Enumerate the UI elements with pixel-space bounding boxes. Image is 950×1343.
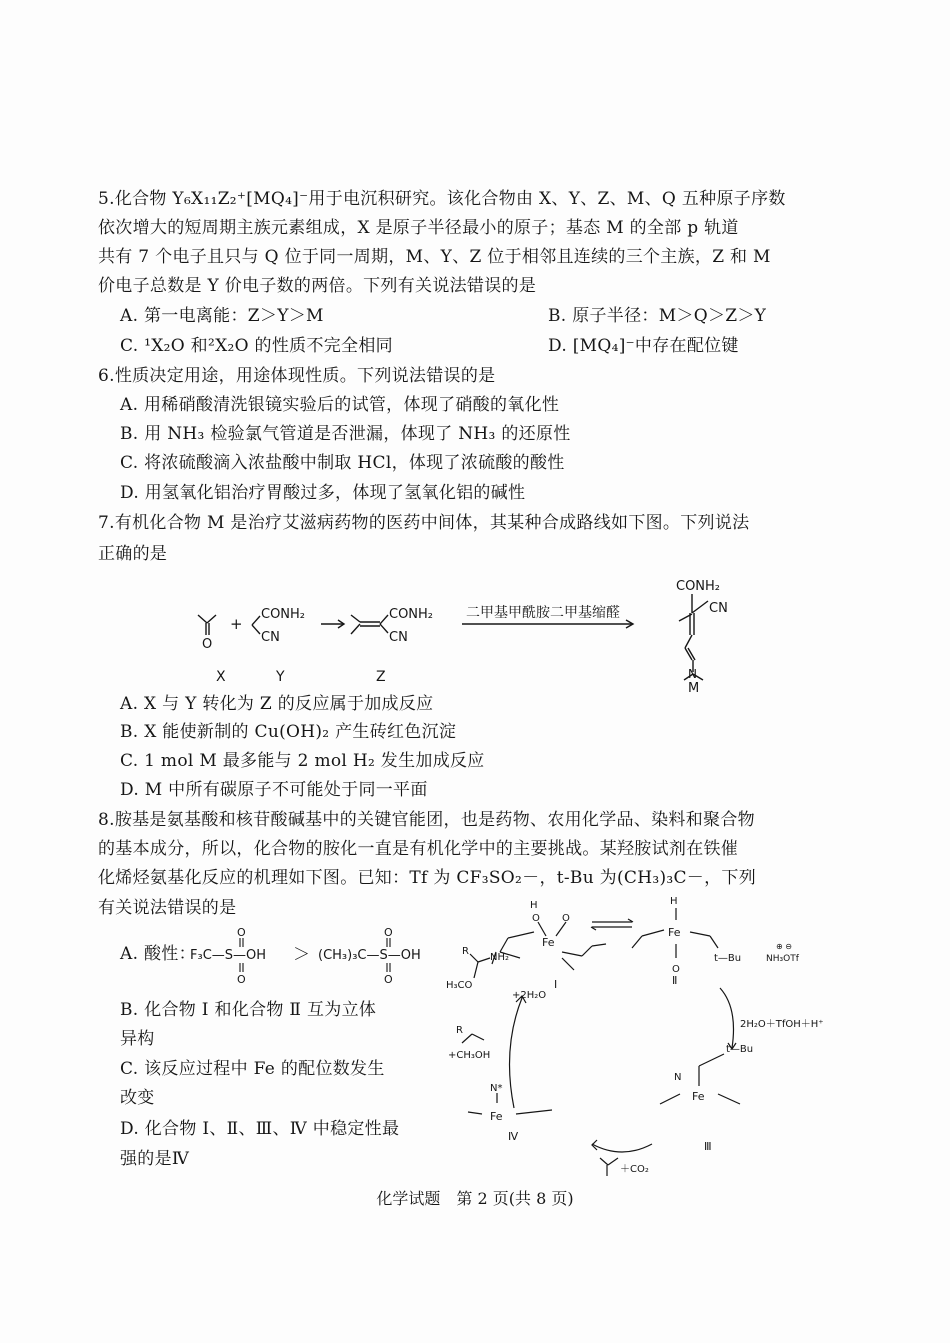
q8-option-a-structures — [190, 926, 440, 984]
greater-than: ＞ — [293, 945, 310, 965]
q7-synthesis-scheme — [190, 568, 810, 696]
tbu-iii: t—Bu — [726, 1044, 754, 1055]
plus-sign: + — [230, 615, 243, 633]
q8-option-c-line-2: 改变 — [120, 1088, 155, 1108]
i-h: H — [530, 900, 538, 911]
y-cn: CN — [261, 630, 280, 645]
q7-stem-line-1: 7.有机化合物 M 是治疗艾滋病药物的医药中间体，其某种合成路线如下图。下列说法 — [98, 513, 750, 533]
product-ome: H₃CO — [446, 980, 473, 991]
tbuso2oh: (CH₃)₃C—S—OH — [318, 948, 421, 963]
cf3so2oh: F₃C—S—OH — [190, 948, 267, 963]
reagent-nh3otf: NH₃OTf — [766, 954, 799, 964]
q8-option-a-label: A. 酸性： — [120, 944, 196, 964]
z-cn: CN — [389, 630, 408, 645]
q6-option-d: D. 用氢氧化铝治疗胃酸过多，体现了氢氧化铝的碱性 — [120, 483, 526, 503]
q8-stem-line-4: 有关说法错误的是 — [98, 898, 237, 918]
z-conh2: CONH₂ — [389, 607, 434, 622]
q6-stem: 6.性质决定用途，用途体现性质。下列说法错误的是 — [98, 366, 496, 386]
plus-2h2o: +2H₂O — [512, 990, 547, 1001]
label-x: X — [216, 669, 226, 685]
m-conh2: CONH₂ — [676, 579, 721, 594]
i-o2: O — [562, 913, 570, 924]
q8-option-b-line-1: B. 化合物 Ⅰ 和化合物 Ⅱ 互为立体 — [120, 1000, 377, 1020]
q7-stem-line-2: 正确的是 — [98, 544, 168, 564]
label-i: Ⅰ — [554, 978, 558, 991]
so-bottom-o: O — [237, 973, 246, 986]
q8-option-c-line-1: C. 该反应过程中 Fe 的配位数发生 — [120, 1059, 385, 1079]
so-bottom-o-2: O — [384, 973, 393, 986]
page-footer: 化学试题 第 2 页(共 8 页) — [376, 1189, 574, 1208]
q8-option-d-line-2: 强的是Ⅳ — [120, 1149, 190, 1169]
label-iv: Ⅳ — [508, 1130, 519, 1143]
q8-catalytic-cycle — [442, 888, 824, 1178]
q5-option-d: D. [MQ₄]⁻中存在配位键 — [548, 336, 739, 356]
q8-stem-line-3: 化烯烃氨基化反应的机理如下图。已知：Tf 为 CF₃SO₂－，t-Bu 为(CH₃)₃C－，下列 — [98, 868, 757, 888]
q7-option-c: C. 1 mol M 最多能与 2 mol H₂ 发生加成反应 — [120, 751, 485, 771]
q7-option-a: A. X 与 Y 转化为 Z 的反应属于加成反应 — [120, 694, 434, 714]
label-m: M — [688, 681, 700, 696]
byproducts: 2H₂O＋TfOH＋H⁺ — [740, 1019, 824, 1030]
x-carbonyl-o: O — [202, 637, 213, 652]
ii-h: H — [670, 896, 678, 907]
q8-option-b-line-2: 异构 — [120, 1029, 155, 1049]
iii-n: N — [674, 1072, 682, 1083]
plus-meoh: +CH₃OH — [448, 1050, 491, 1061]
fe-iv: Fe — [490, 1110, 503, 1123]
label-ii: Ⅱ — [672, 974, 678, 987]
q5-stem-line-3: 共有 7 个电子且只与 Q 位于同一周期，M、Y、Z 位于相邻且连续的三个主族，Z 和 M — [98, 247, 771, 267]
q5-stem-line-2: 依次增大的短周期主族元素组成，X 是原子半径最小的原子；基态 M 的全部 p 轨道 — [98, 218, 739, 238]
q8-stem-line-2: 的基本成分，所以，化合物的胺化一直是有机化学中的主要挑战。某羟胺试剂在铁催 — [98, 839, 739, 859]
tbu-reagent: t—Bu — [714, 953, 742, 964]
label-iii: Ⅲ — [704, 1140, 712, 1153]
iv-nstar: N* — [490, 1083, 503, 1094]
alkene-r: R — [456, 1025, 463, 1036]
y-conh2: CONH₂ — [261, 607, 306, 622]
fe-i: Fe — [542, 936, 555, 949]
q5-option-b: B. 原子半径：M＞Q＞Z＞Y — [548, 306, 767, 326]
q5-stem-line-4: 价电子总数是 Y 价电子数的两倍。下列有关说法错误的是 — [98, 276, 537, 296]
q5-option-a: A. 第一电离能：Z＞Y＞M — [120, 306, 324, 326]
q5-stem-line-1: 5.化合物 Y₆X₁₁Z₂⁺[MQ₄]⁻用于电沉积研究。该化合物由 X、Y、Z、M、Q 五种原子序数 — [98, 189, 786, 209]
q7-option-d: D. M 中所有碳原子不可能处于同一平面 — [120, 780, 428, 800]
m-nitrogen: N — [688, 667, 697, 681]
m-cn: CN — [709, 601, 728, 616]
q8-option-d-line-1: D. 化合物 Ⅰ、Ⅱ、Ⅲ、Ⅳ 中稳定性最 — [120, 1119, 400, 1139]
reaction-reagent: 二甲基甲酰胺二甲基缩醛 — [466, 605, 620, 621]
i-o: O — [532, 913, 540, 924]
product-r: R — [462, 946, 469, 957]
fe-ii: Fe — [668, 926, 681, 939]
product-nh2: NH₂ — [490, 952, 510, 963]
q6-option-a: A. 用稀硝酸清洗银镜实验后的试管，体现了硝酸的氧化性 — [120, 395, 560, 415]
reagent-charges: ⊕ ⊖ — [776, 942, 792, 951]
q6-option-c: C. 将浓硫酸滴入浓盐酸中制取 HCl，体现了浓硫酸的酸性 — [120, 453, 565, 473]
fe-iii: Fe — [692, 1090, 705, 1103]
label-z: Z — [376, 669, 386, 685]
so-top-o-2: O — [384, 926, 393, 939]
q6-option-b: B. 用 NH₃ 检验氯气管道是否泄漏，体现了 NH₃ 的还原性 — [120, 424, 571, 444]
q8-stem-line-1: 8.胺基是氨基酸和核苷酸碱基中的关键官能团，也是药物、农用化学品、染料和聚合物 — [98, 810, 755, 830]
q5-option-c: C. ¹X₂O 和²X₂O 的性质不完全相同 — [120, 336, 393, 356]
label-y: Y — [276, 669, 285, 685]
ii-o: O — [672, 964, 680, 975]
co2-out: ＋CO₂ — [620, 1164, 649, 1175]
so-top-o: O — [237, 926, 246, 939]
q7-option-b: B. X 能使新制的 Cu(OH)₂ 产生砖红色沉淀 — [120, 722, 457, 742]
